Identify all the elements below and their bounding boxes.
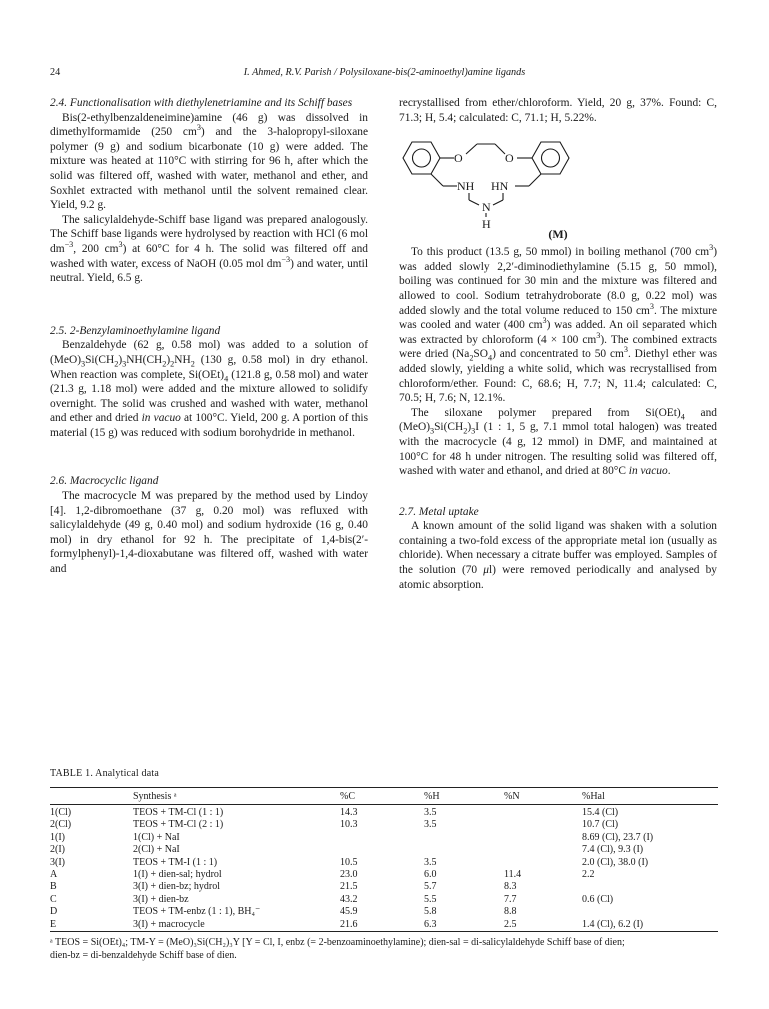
table-cell: 2.5 bbox=[504, 919, 582, 932]
table-cell: 0.6 (Cl) bbox=[582, 893, 614, 905]
table-cell: D bbox=[50, 906, 58, 918]
aromatic-circle-right bbox=[542, 149, 560, 167]
table-cell: E bbox=[50, 919, 133, 932]
table-cell: 8.69 (Cl), 23.7 (I) bbox=[582, 831, 654, 843]
table-cell: 1.4 (Cl), 6.2 (I) bbox=[582, 919, 718, 932]
table-cell bbox=[340, 844, 424, 856]
macrocycle-reduction-paragraph: To this product (13.5 g, 50 mmol) in boiling methanol (700 $cm^3$) was added slowly 2,2′-diminodiethylamine (5.15 g, 50 mmol), boiling was continued for 30 min and the mixture was filtered and allowed to cool. Sodium tetrahydroborate (8.0 g, 0.22 mol) was added slowly and the total volume reduced to 150 $cm^3$. The mixture was cooled and water (400 $cm^3$) was added. An oil separated which was extracted by chloroform (4 × 100 $cm^3$). The combined extracts were dried $(Na_2SO_4)$ and concentrated to 50 $cm^3$. Diethyl ether was added slowly, yielding a white solid, which was recrystallised from chloroform/ether. Found: C, 68.6; H, 7.7; N, 11.4; calculated: C, 70.5; H, 7.6; N, 12.1%. bbox=[399, 243, 717, 405]
table-header-cell: Synthesis ᵃ bbox=[133, 788, 340, 805]
table-cell: 8.8 bbox=[504, 906, 517, 918]
table-header-cell: %N bbox=[504, 788, 582, 805]
table-row bbox=[50, 881, 718, 893]
section-2-7-paragraph-1: A known amount of the solid ligand was shaken with a solution containing a two-fold excess of the appropriate metal ion (usually as chloride). When necessary a citrate buffer was employed. Samples of the solution (70 μl) were removed periodically and analysed by atomic absorption. bbox=[399, 520, 717, 591]
table-cell bbox=[504, 832, 582, 844]
table-cell: 1(Cl) + NaI bbox=[133, 831, 180, 843]
structure-label: (M) bbox=[548, 227, 568, 242]
table-cell: A bbox=[50, 868, 58, 880]
table-header-cell: %C bbox=[340, 788, 424, 805]
table-cell: 2.2 bbox=[582, 868, 595, 880]
table-cell: 1(Cl) bbox=[50, 807, 72, 818]
table-cell bbox=[424, 844, 504, 856]
table-row bbox=[50, 869, 718, 881]
table-cell bbox=[504, 844, 582, 856]
table-cell: 11.4 bbox=[504, 868, 522, 880]
table-cell: 43.2 bbox=[340, 893, 358, 905]
table-cell bbox=[340, 832, 424, 844]
table-header-cell: %H bbox=[424, 788, 504, 805]
section-2-5-paragraph-1: Benzaldehyde (62 g, 0.58 mol) was added to a solution of $(MeO)_3Si(CH_2)_3NH(CH_2)_2NH_2$ (130 g, 0.58 mol) in dry ethanol. When reaction was complete, $Si(OEt)_4$ (121.8 g, 0.58 mol) and water (21.3 g, 1.18 mol) were added and the mixture allowed to solidify overnight. The solid was crushed and washed with water, methanol and ether and dried in vacuo at 100°C. Yield, 200 g. A portion of this material (15 g) was reduced with sodium borohydride in methanol. bbox=[50, 339, 368, 439]
table-cell: 3(I) + dien-bz bbox=[133, 893, 189, 905]
table-header-cell bbox=[50, 788, 133, 805]
amine-h-3: H bbox=[482, 217, 491, 232]
table-row bbox=[50, 894, 718, 906]
left-column bbox=[50, 96, 368, 577]
table-cell: 2.0 (Cl), 38.0 (I) bbox=[582, 856, 649, 868]
page-header bbox=[0, 67, 769, 81]
table-cell: 3.5 bbox=[424, 819, 437, 831]
table-cell: 2(Cl) + NaI bbox=[133, 844, 180, 856]
section-2-4-heading: 2.4. Functionalisation with diethylenetriamine and its Schiff bases bbox=[50, 97, 353, 109]
table-cell: 45.9 bbox=[340, 906, 358, 918]
table-header-cell: %Hal bbox=[582, 788, 718, 805]
table-cell: 1(I) bbox=[50, 831, 65, 843]
section-2-6-paragraph-1: The macrocycle M was prepared by the method used by Lindoy [4]. 1,2-dibromoethane (37 g, 0.20 mol) was refluxed with salicylaldehyde (49 g, 0.40 mol) and sodium hydroxide (16 g, 0.40 mol) in dry ethanol for 92 h. The precipitate of 1,4-bis(2′-formylphenyl)-1,4-dioxabutane was filtered off, washed with water and bbox=[50, 490, 368, 576]
table-cell: 14.3 bbox=[340, 807, 358, 818]
table-row bbox=[50, 906, 718, 918]
table-row bbox=[50, 832, 718, 844]
analytical-data-table-block bbox=[50, 768, 718, 962]
table-cell bbox=[504, 819, 582, 831]
table-row bbox=[50, 857, 718, 869]
analytical-data-table bbox=[50, 787, 718, 932]
section-2-7-heading: 2.7. Metal uptake bbox=[399, 505, 479, 518]
table-footnote bbox=[50, 936, 718, 962]
oxygen-atom-1: O bbox=[454, 151, 463, 166]
table-caption: TABLE 1. Analytical data bbox=[50, 768, 159, 779]
table-cell: 10.3 bbox=[340, 819, 358, 831]
right-column bbox=[399, 96, 717, 592]
section-2-4-paragraph-2: The salicylaldehyde-Schiff base ligand was prepared analogously. The Schiff base ligands were hydrolysed by reaction with HCl (6 mol $dm^{-3}$, 200 $cm^3$) at 60°C for 4 h. The solid was filtered off and washed with water, excess of NaOH (0.05 mol $dm^{-3}$) and water, until neutral. Yield, 6.5 g. bbox=[50, 213, 369, 285]
table-cell: 5.5 bbox=[424, 893, 437, 905]
table-footnote-line-1: ᵃ TEOS = Si(OEt)₄; TM-Y = (MeO)₃Si(CH₂)₃Y [Y = Cl, I, enbz (= 2-benzoaminoethylamine); dien-sal = di-salicylaldehyde Schiff base of dien; bbox=[50, 936, 625, 948]
table-row bbox=[50, 844, 718, 856]
table-cell: 15.4 (Cl) bbox=[582, 807, 619, 818]
table-footnote-line-2: dien-bz = di-benzaldehyde Schiff base of dien. bbox=[50, 949, 237, 961]
table-cell: 6.0 bbox=[424, 868, 437, 880]
table-cell: 23.0 bbox=[340, 868, 358, 880]
section-2-5-heading: 2.5. 2-Benzylaminoethylamine ligand bbox=[50, 324, 221, 337]
table-cell: 3(I) + dien-bz; hydrol bbox=[133, 881, 221, 893]
table-cell: B bbox=[50, 881, 57, 893]
table-cell: 1(I) + dien-sal; hydrol bbox=[133, 868, 222, 880]
table-cell: 3(I) bbox=[50, 856, 65, 868]
table-cell: 10.5 bbox=[340, 856, 358, 868]
table-cell bbox=[504, 805, 582, 820]
amine-nh-1: NH bbox=[457, 179, 475, 194]
aromatic-circle-left bbox=[413, 149, 431, 167]
table-row bbox=[50, 819, 718, 831]
table-row bbox=[50, 805, 718, 820]
table-cell bbox=[582, 881, 718, 893]
table-cell: 10.7 (Cl) bbox=[582, 819, 619, 831]
benzene-ring-right bbox=[532, 142, 569, 174]
table-cell: 3(I) + macrocycle bbox=[133, 919, 340, 932]
table-cell bbox=[582, 906, 718, 918]
table-header-row bbox=[50, 788, 718, 805]
table-cell: 3.5 bbox=[424, 856, 437, 868]
table-cell: 7.4 (Cl), 9.3 (I) bbox=[582, 844, 644, 856]
recrystallisation-paragraph: recrystallised from ether/chloroform. Yield, 20 g, 37%. Found: C, 71.3; H, 5.4; calculated: C, 71.1; H, 5.22%. bbox=[399, 97, 717, 124]
siloxane-polymer-paragraph: The siloxane polymer prepared from $Si(OEt)_4$ and $(MeO)_3Si(CH_2)_3I$ (1 : 1, 5 g, 7.1 mmol total halogen) was treated with the macrocycle (4 g, 12 mmol) in DMF, and maintained at 100°C for 48 h under nitrogen. The resulting solid was filtered off, washed with water and ethanol, and dried at 80°C in vacuo. bbox=[399, 406, 717, 478]
amine-hn-2: HN bbox=[491, 179, 509, 194]
table-cell: TEOS + TM-I (1 : 1) bbox=[133, 856, 218, 868]
table-cell: C bbox=[50, 893, 57, 905]
benzene-ring-left bbox=[403, 142, 440, 174]
table-cell: 2(I) bbox=[50, 844, 65, 856]
section-2-6-heading: 2.6. Macrocyclic ligand bbox=[50, 475, 159, 488]
table-cell: 5.8 bbox=[424, 906, 437, 918]
table-cell: 21.5 bbox=[340, 881, 358, 893]
table-cell bbox=[504, 857, 582, 869]
running-title: I. Ahmed, R.V. Parish / Polysiloxane-bis(2-aminoethyl)amine ligands bbox=[243, 67, 526, 78]
macrocycle-structure bbox=[399, 125, 717, 245]
table-cell: 3.5 bbox=[424, 807, 437, 818]
table-cell: 21.6 bbox=[340, 919, 424, 932]
table-cell: TEOS + TM-enbz (1 : 1), BH₄⁻ bbox=[133, 906, 261, 918]
table-cell: TEOS + TM-Cl (1 : 1) bbox=[133, 807, 224, 818]
table-cell: 6.3 bbox=[424, 919, 504, 932]
page-number: 24 bbox=[50, 67, 61, 78]
table-cell: 5.7 bbox=[424, 881, 437, 893]
table-cell: 2(Cl) bbox=[50, 819, 72, 831]
table-cell: TEOS + TM-Cl (2 : 1) bbox=[133, 819, 224, 831]
oxygen-atom-2: O bbox=[505, 151, 514, 166]
table-cell bbox=[424, 832, 504, 844]
table-cell: 8.3 bbox=[504, 881, 517, 893]
section-2-4-paragraph-1: Bis(2-ethylbenzaldeneimine)amine (46 g) was dissolved in dimethylformamide (250 $cm^3$) and the 3-halopropyl-siloxane polymer (9 g) and sodium bicarbonate (10 g) were added. The mixture was heated at 110°C with stirring for 96 h, after which the solid was filtered off, washed with water, methanol and ether, and Soxhlet extracted with methanol until the solvent remained clear. Yield, 9.2 g. bbox=[50, 111, 368, 212]
table-row bbox=[50, 919, 718, 932]
table-cell: 7.7 bbox=[504, 893, 517, 905]
amine-n-3: N bbox=[482, 200, 491, 215]
